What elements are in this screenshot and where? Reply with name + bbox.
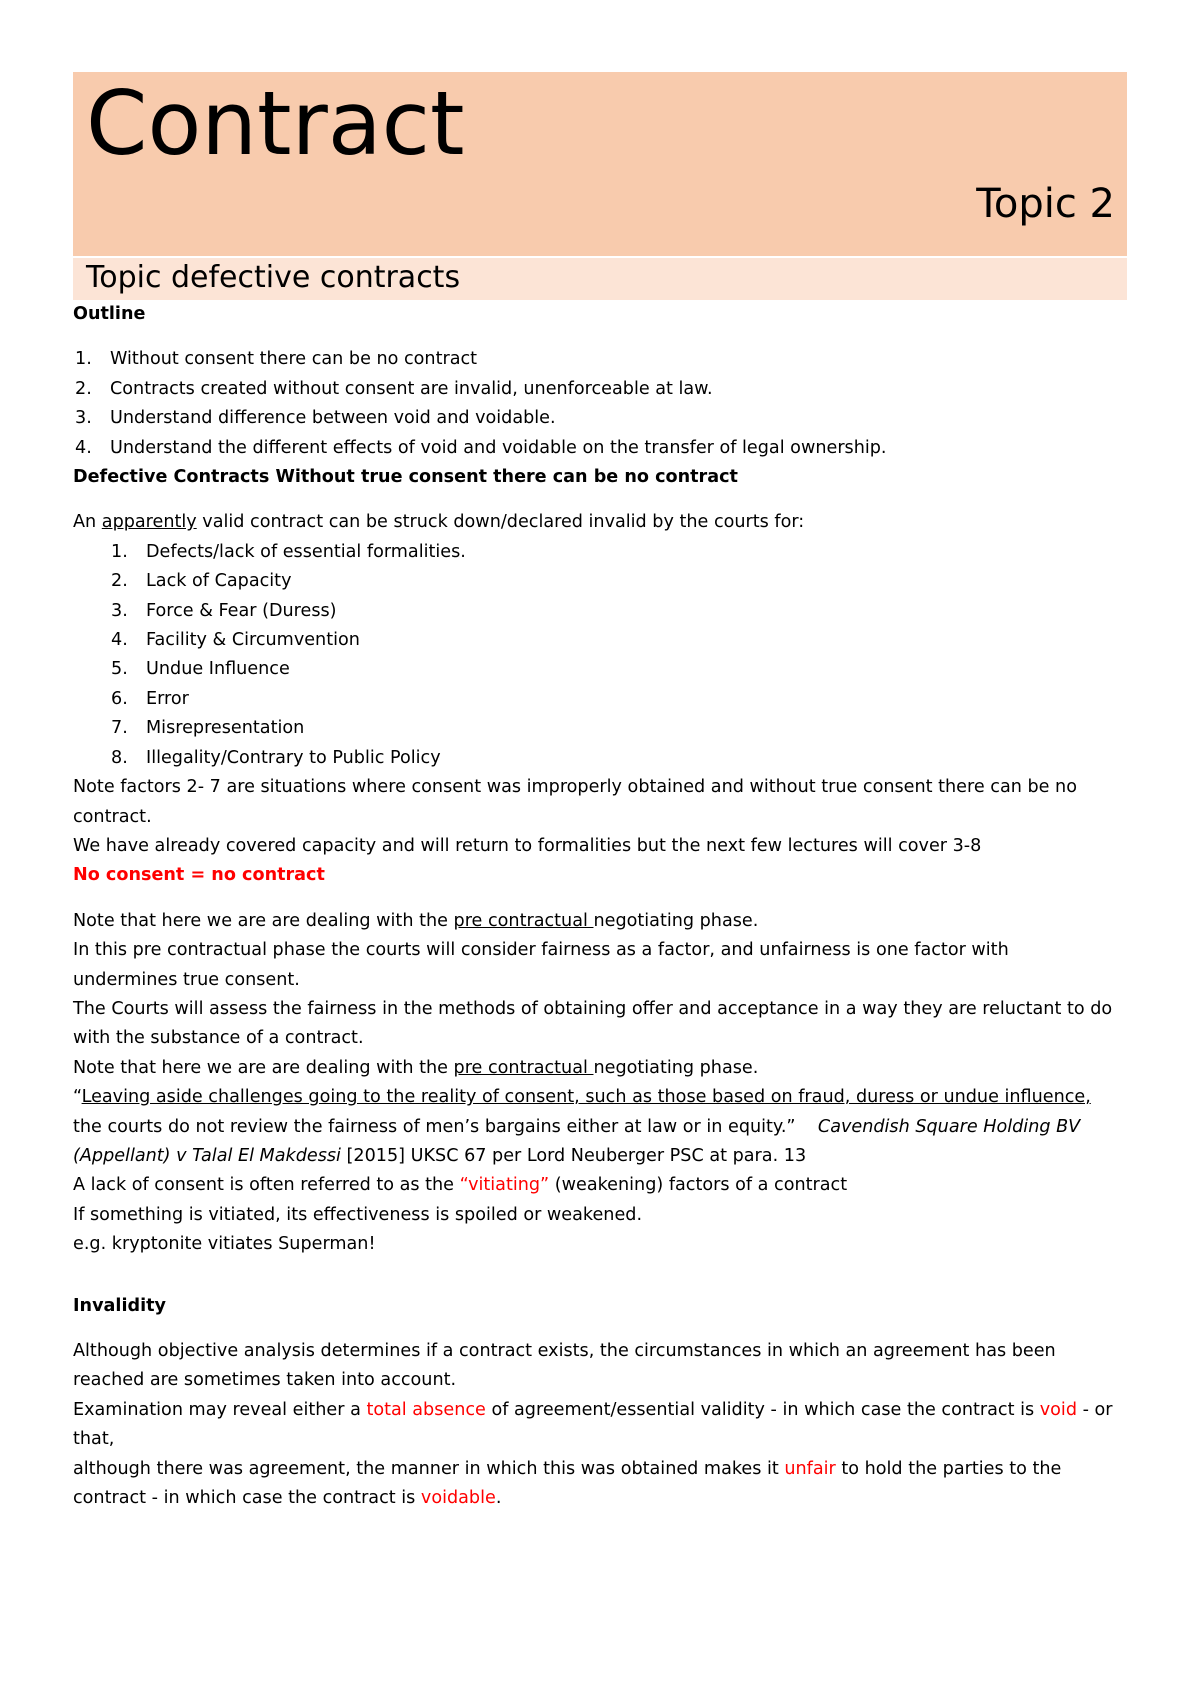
defective-contracts-heading: Defective Contracts Without true consent there can be no contract (73, 467, 738, 488)
list-item: 8. Illegality/Contrary to Public Policy (111, 747, 441, 768)
list-item: 2. Lack of Capacity (111, 571, 292, 592)
list-item: 3. Force & Fear (Duress) (111, 600, 337, 621)
note-line: We have already covered capacity and will return to formalities but the next few lectures will cover 3-8 (73, 835, 982, 856)
outline-list (73, 345, 1127, 463)
list-item: 1. Without consent there can be no contract (75, 349, 478, 370)
paragraph-line: Although objective analysis determines if a contract exists, the circumstances in which an agreement has been (73, 1341, 1056, 1361)
invalidity-heading: Invalidity (73, 1295, 166, 1316)
paragraph-line: with the substance of a contract. (73, 1028, 364, 1049)
title-banner (73, 72, 1127, 256)
outline-heading: Outline (73, 304, 146, 324)
note-line: contract. (73, 806, 152, 827)
document-subtitle: Topic defective contracts (86, 260, 461, 295)
paragraph-line: undermines true consent. (73, 969, 300, 990)
paragraph-line: that, (73, 1429, 115, 1450)
list-item: 7. Misrepresentation (111, 718, 305, 739)
paragraph-line: reached are sometimes taken into account. (73, 1370, 457, 1391)
citation-line: (Appellant) v Talal El Makdessi [2015] UKSC 67 per Lord Neuberger PSC at para. 13 (73, 1145, 807, 1166)
list-item: 3. Understand difference between void and voidable. (75, 408, 556, 429)
document-title: Contract (86, 72, 465, 175)
paragraph-line: Examination may reveal either a total absence of agreement/essential validity - in which case the contract is void - or (73, 1399, 1113, 1420)
quote-line: the courts do not review the fairness of men’s bargains either at law or in equity.” Cavendish Square Holding BV (73, 1116, 1081, 1137)
list-item: 5. Undue Influence (111, 659, 290, 680)
no-consent-heading: No consent = no contract (73, 865, 325, 886)
paragraph-line: The Courts will assess the fairness in the methods of obtaining offer and acceptance in a way they are reluctant to do (73, 998, 1113, 1019)
list-item: 4. Facility & Circumvention (111, 630, 360, 651)
paragraph-line: Note that here we are are dealing with the pre contractual negotiating phase. (73, 1057, 759, 1078)
paragraph-line: Note that here we are are dealing with the pre contractual negotiating phase. (73, 910, 759, 931)
vitiating-factors-list (73, 538, 1127, 773)
topic-label: Topic 2 (976, 181, 1115, 227)
defective-intro: An apparently valid contract can be struck down/declared invalid by the courts for: (73, 512, 805, 533)
list-item: 4. Understand the different effects of void and voidable on the transfer of legal ownership. (75, 437, 887, 458)
paragraph-line: e.g. kryptonite vitiates Superman! (73, 1234, 376, 1255)
note-line: Note factors 2- 7 are situations where consent was improperly obtained and without true consent there can be no (73, 777, 1077, 798)
list-item: 2. Contracts created without consent are invalid, unenforceable at law. (75, 378, 713, 399)
paragraph-line: although there was agreement, the manner in which this was obtained makes it unfair to hold the parties to the (73, 1458, 1062, 1479)
paragraph-line: contract - in which case the contract is voidable. (73, 1488, 502, 1509)
paragraph-line: If something is vitiated, its effectiveness is spoiled or weakened. (73, 1204, 643, 1225)
list-item: 1. Defects/lack of essential formalities. (111, 541, 466, 562)
document-page (73, 72, 1127, 1513)
paragraph-line: In this pre contractual phase the courts will consider fairness as a factor, and unfairness is one factor with (73, 940, 1009, 961)
subtitle-banner (73, 258, 1127, 300)
quote-line: “Leaving aside challenges going to the reality of consent, such as those based on fraud, duress or undue influence, (73, 1087, 1091, 1108)
list-item: 6. Error (111, 688, 189, 709)
paragraph-line: A lack of consent is often referred to as the “vitiating” (weakening) factors of a contract (73, 1175, 848, 1196)
